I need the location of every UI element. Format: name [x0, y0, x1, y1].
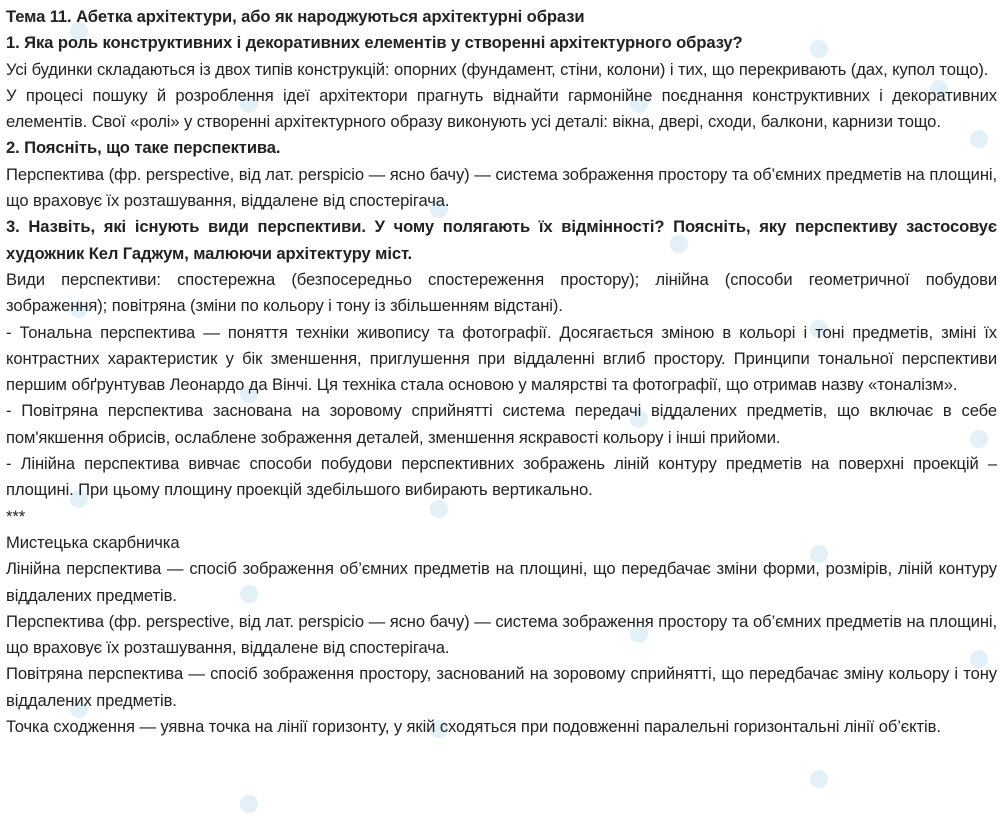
- answer-paragraph: - Тональна перспектива — поняття техніки живопису та фотографії. Досягається зміною в кольорі і тоні предметів, зміні їх контрастних характеристик у бік зменшення, приглушення при віддаленні вглиб простору. Принципи тональної перспективи першим обґрунтував Леонардо да Вінчі. Ця техніка стала основою у малярстві та фотографії, що отримав назву «тоналізм».: [6, 322, 997, 395]
- answer-paragraph: Види перспективи: спостережна (безпосередньо спостереження простору); лінійна (способи геометричної побудови зображення); повітряна (зміни по кольору і тону із збільшенням відстані).: [6, 269, 997, 316]
- question-heading: 3. Назвіть, які існують види перспективи. У чому полягають їх відмінності? Поясніть, яку перспективу застосовує художник Кел Гаджум, малюючи архітектуру міст.: [6, 217, 997, 263]
- answer-paragraph: Мистецька скарбничка: [6, 532, 180, 552]
- answer-paragraph: Усі будинки складаються із двох типів конструкцій: опорних (фундамент, стіни, колони) і тих, що перекривають (дах, купол тощо).: [6, 59, 989, 79]
- answer-paragraph: Точка сходження — уявна точка на лінії горизонту, у якій сходяться при подовженні паралельні горизонтальні лінії об’єктів.: [6, 717, 941, 737]
- question-heading: 1. Яка роль конструктивних і декоративних елементів у створенні архітектурного образу?: [6, 33, 743, 53]
- answer-paragraph: - Лінійна перспектива вивчає способи побудови перспективних зображень ліній контуру предметів на поверхні проекцій – площині. При цьому площину проекцій здебільшого вибирають вертикально.: [6, 454, 997, 500]
- document-title: Тема 11. Абетка архітектури, або як народжуються архітектурні образи: [6, 7, 585, 26]
- answer-paragraph: Перспектива (фр. perspective, від лат. perspicio — ясно бачу) — система зображення простору та об’ємних предметів на площині, що враховує їх розташування, віддалене від спостерігача.: [6, 164, 997, 211]
- answer-paragraph: - Повітряна перспектива заснована на зоровому сприйнятті система передачі віддалених предметів, що включає в себе пом'якшення обрисів, ослаблене зображення деталей, зменшення яскравості кольору і інші прийоми.: [6, 401, 997, 447]
- watermark-circle-icon: [240, 795, 258, 813]
- watermark-circle-icon: [810, 770, 828, 788]
- answer-paragraph: У процесі пошуку й розроблення ідеї архітектори прагнуть віднайти гармонійне поєднання конструктивних і декоративних елементів. Свої «ролі» у створенні архітектурного образу виконують усі деталі: вікна, двері, сходи, балкони, карнизи тощо.: [6, 85, 997, 132]
- answer-paragraph: Повітряна перспектива — спосіб зображення простору, заснований на зоровому сприйнятті, що передбачає зміну кольору і тону віддалених предметів.: [6, 664, 997, 710]
- answer-paragraph: Лінійна перспектива — спосіб зображення об’ємних предметів на площині, що передбачає зміни форми, розмірів, ліній контуру віддалених предметів.: [6, 559, 997, 605]
- document-body: [6, 30, 997, 740]
- question-heading: 2. Поясніть, що таке перспектива.: [6, 138, 281, 158]
- answer-paragraph: ***: [6, 506, 26, 526]
- answer-paragraph: Перспектива (фр. perspective, від лат. perspicio — ясно бачу) — система зображення простору та об’ємних предметів на площині, що враховує їх розташування, віддалене від спостерігача.: [6, 611, 997, 658]
